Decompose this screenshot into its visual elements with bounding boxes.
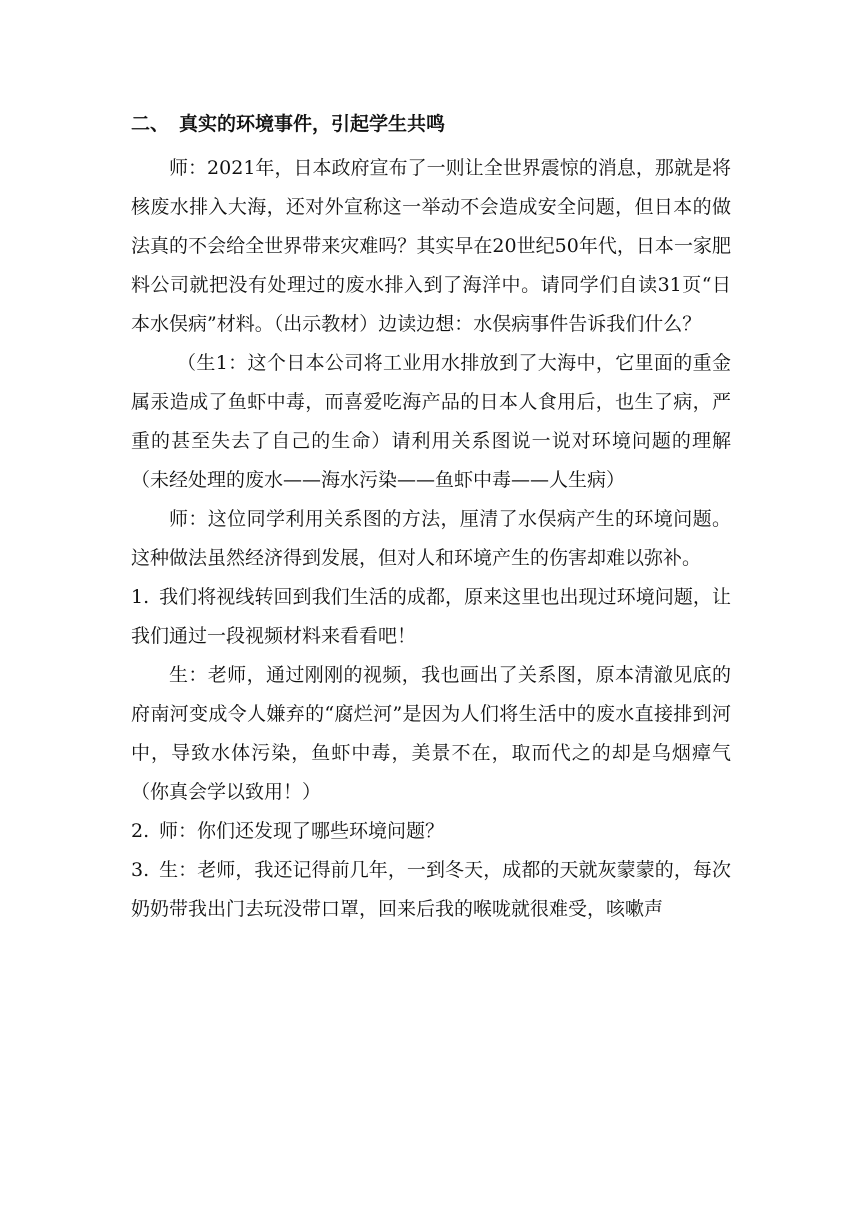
- section-heading: [131, 112, 731, 136]
- paragraph-student-video: 生：老师，通过刚刚的视频，我也画出了关系图，原本清澈见底的府南河变成令人嫌弃的“腐烂河”是因为人们将生活中的废水直接排到河中，导致水体污染，鱼虾中毒，美景不在，取而代之的却是乌烟瘴气（你真会学以致用！）: [131, 664, 731, 803]
- list-number: 2.: [131, 820, 150, 842]
- document-page: [131, 112, 731, 929]
- list-text: 生：老师，我还记得前几年，一到冬天，成都的天就灰蒙蒙的，每次奶奶带我出门去玩没带口罩，回来后我的喉咙就很难受，咳嗽声: [131, 859, 731, 920]
- paragraph-teacher-intro: 师：2021年，日本政府宣布了一则让全世界震惊的消息，那就是将核废水排入大海，还对外宣称这一举动不会造成安全问题，但日本的做法真的不会给全世界带来灾难吗？其实早在20世纪50年代，日本一家肥料公司就把没有处理过的废水排入到了海洋中。请同学们自读31页“日本水俣病”材料。（出示教材）边读边想：水俣病事件告诉我们什么？: [131, 157, 731, 335]
- paragraph-teacher-summary: 师：这位同学利用关系图的方法，厘清了水俣病产生的环境问题。这种做法虽然经济得到发展，但对人和环境产生的伤害却难以弥补。: [131, 508, 731, 569]
- list-number: 1.: [131, 586, 150, 608]
- paragraph-student-answer: （生1：这个日本公司将工业用水排放到了大海中，它里面的重金属汞造成了鱼虾中毒，而喜爱吃海产品的日本人食用后，也生了病，严重的甚至失去了自己的生命）请利用关系图说一说对环境问题的理解（未经处理的废水——海水污染——鱼虾中毒——人生病）: [131, 352, 731, 491]
- list-text: 师：你们还发现了哪些环境问题？: [159, 820, 445, 842]
- list-number: 3.: [131, 859, 150, 881]
- list-item-1: [131, 578, 731, 656]
- section-number: 二、: [131, 113, 170, 135]
- list-item-2: [131, 812, 731, 851]
- list-item-3: [131, 851, 731, 929]
- list-text: 我们将视线转回到我们生活的成都，原来这里也出现过环境问题，让我们通过一段视频材料来看看吧！: [131, 586, 731, 647]
- section-title: 真实的环境事件，引起学生共鸣: [179, 113, 446, 135]
